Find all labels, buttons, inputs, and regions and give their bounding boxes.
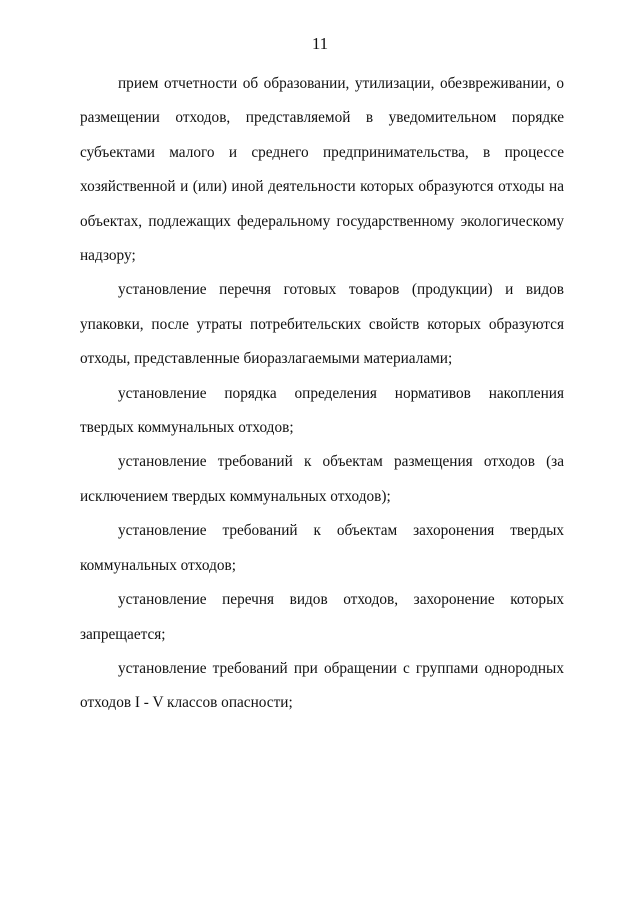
- paragraph-burial-facility-requirements: установление требований к объектам захоронения твердых коммунальных отходов;: [80, 522, 564, 574]
- paragraph-waste-reporting: прием отчетности об образовании, утилизации, обезвреживании, о размещении отходов, представляемой в уведомительном порядке субъектами малого и среднего предпринимательства, в процессе хозяйственной и (или) иной деятельности которых образуются отходы на объектах, подлежащих федеральному государственному экологическому надзору;: [80, 75, 564, 265]
- paragraph-biodegradable-goods-list: установление перечня готовых товаров (продукции) и видов упаковки, после утраты потребительских свойств которых образуются отходы, представленные биоразлагаемыми материалами;: [80, 281, 564, 368]
- paragraph-disposal-facility-requirements: установление требований к объектам размещения отходов (за исключением твердых коммунальных отходов);: [80, 453, 564, 505]
- document-body: [80, 67, 564, 721]
- page-number: 11: [311, 34, 329, 53]
- paragraph-prohibited-waste-list: установление перечня видов отходов, захоронение которых запрещается;: [80, 591, 564, 643]
- paragraph-homogeneous-waste-groups: установление требований при обращении с группами однородных отходов I - V классов опасности;: [80, 659, 564, 712]
- paragraph-accumulation-norms: установление порядка определения нормативов накопления твердых коммунальных отходов;: [80, 384, 564, 437]
